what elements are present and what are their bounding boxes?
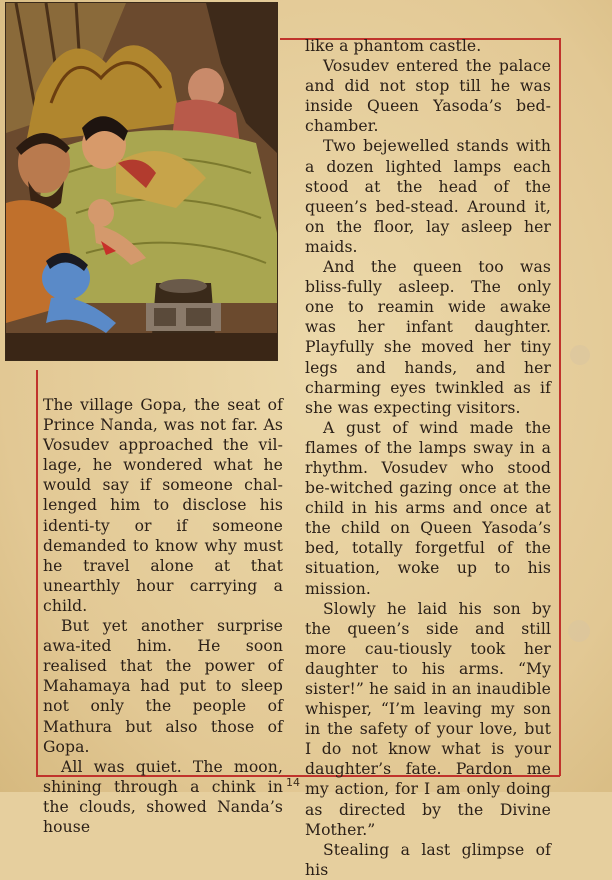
paragraph: Vosudev entered the palace and did not stop till he was inside Queen Yasoda’s bed-chamber. (305, 57, 551, 136)
paragraph: Two bejewelled stands with a dozen lighted lamps each stood at the head of the queen’s bed-stead. Around it, on the floor, lay asleep her maids. (305, 137, 551, 256)
paragraph: Stealing a last glimpse of his (305, 840, 551, 879)
binding-hole-mark (568, 620, 590, 642)
text-column-left (43, 395, 283, 837)
text-column-right (305, 36, 551, 880)
paragraph: The village Gopa, the seat of Prince Nanda, was not far. As Vosudev approached the vil-lage, he wondered what he would say if someone chal-lenged him to disclose his identi-ty or if someone demanded to know why must he travel alone at that unearthly hour carrying a child. (43, 396, 283, 615)
page-number: 14 (286, 776, 300, 789)
paragraph: All was quiet. The moon, shining through a chink in the clouds, showed Nanda’s house (43, 757, 283, 836)
illustration-vosudev-yasoda-bedchamber (5, 2, 278, 361)
paragraph: But yet another surprise awa-ited him. He soon realised that the power of Mahamaya had put to sleep not only the people of Mathura but also those of Gopa. (43, 617, 283, 756)
binding-hole-mark (570, 345, 590, 365)
paragraph: Slowly he laid his son by the queen’s side and still more cau-tiously took her daughter to his arms. “My sister!” he said in an inaudible whisper, “I’m leaving my son in the safety of your love, but I do not know what is your daughter’s fate. Pardon me my action, for I am only doing as directed by the Divine Mother.” (305, 599, 551, 839)
frame-rule-left (36, 370, 38, 776)
paragraph: And the queen too was bliss-fully asleep. The only one to reamin wide awake was her infant daughter. Playfully she moved her tiny legs and hands, and her charming eyes twinkled as if she was expecting visitors. (305, 258, 551, 417)
paragraph: A gust of wind made the flames of the lamps sway in a rhythm. Vosudev who stood be-witched gazing once at the child in his arms and once at the child on Queen Yasoda’s bed, totally forgetful of the situation, woke up to his mission. (305, 418, 551, 598)
frame-rule-right (559, 38, 561, 776)
paragraph: like a phantom castle. (305, 37, 482, 55)
